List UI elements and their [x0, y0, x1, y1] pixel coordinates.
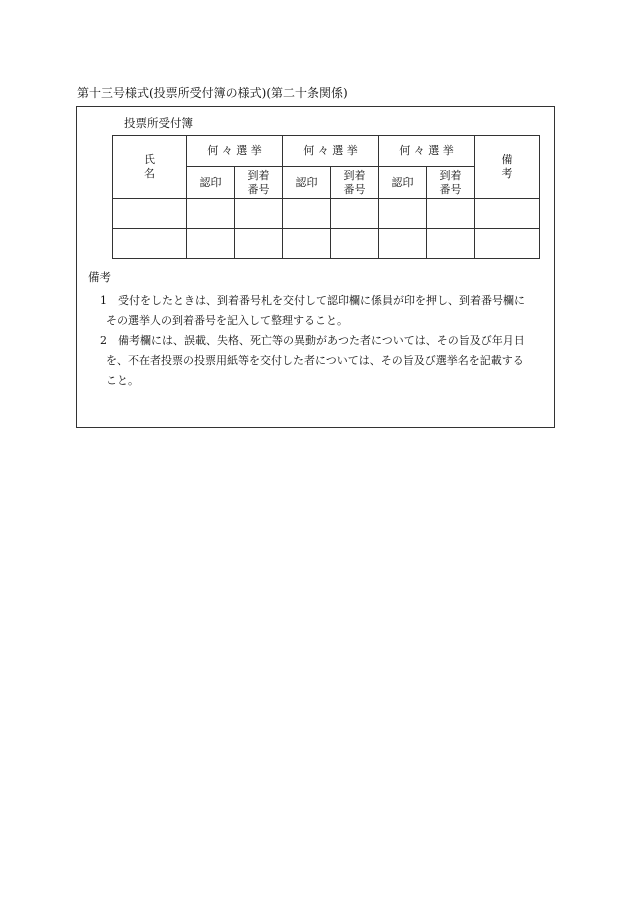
arrival-header-line1: 到着 [439, 168, 462, 182]
notes-heading: 備考 [88, 270, 111, 284]
name-cell [113, 229, 187, 259]
arrival-header-line2: 番号 [343, 182, 366, 196]
arrival-number-cell [427, 199, 475, 229]
seal-header: 認印 [283, 167, 331, 199]
arrival-number-cell [331, 199, 379, 229]
table-row [113, 199, 540, 229]
seal-cell [187, 229, 235, 259]
header-row-1 [113, 136, 540, 167]
name-header: 氏 名 [113, 136, 187, 199]
note-text: 受付をしたときは、到着番号札を交付して認印欄に係員が印を押し、到着番号欄に [118, 294, 525, 307]
seal-cell [379, 199, 427, 229]
arrival-number-cell [235, 199, 283, 229]
remarks-cell [475, 229, 540, 259]
note-2-line-1 [100, 332, 525, 348]
arrival-header-line2: 番号 [247, 182, 270, 196]
note-2-line-2: を、不在者投票の投票用紙等を交付した者については、その旨及び選挙名を記載する [106, 354, 524, 367]
arrival-number-cell [235, 229, 283, 259]
form-title: 第十三号様式(投票所受付簿の様式)(第二十条関係) [77, 86, 348, 100]
remarks-header: 備 考 [475, 136, 540, 199]
election-header-1: 何 々 選 挙 [187, 136, 283, 167]
note-number: 2 [100, 334, 107, 347]
election-header-3: 何 々 選 挙 [379, 136, 475, 167]
seal-header: 認印 [187, 167, 235, 199]
arrival-number-cell [331, 229, 379, 259]
remarks-cell [475, 199, 540, 229]
note-text: 備考欄には、誤載、失格、死亡等の異動があつた者については、その旨及び年月日 [118, 334, 525, 347]
table-row [113, 229, 540, 259]
election-header-2: 何 々 選 挙 [283, 136, 379, 167]
arrival-number-header [427, 167, 475, 199]
register-title: 投票所受付簿 [124, 116, 193, 130]
note-2-line-3: こと。 [106, 374, 139, 387]
arrival-number-header [331, 167, 379, 199]
arrival-header-line2: 番号 [439, 182, 462, 196]
arrival-header-line1: 到着 [343, 168, 366, 182]
name-cell [113, 199, 187, 229]
seal-cell [379, 229, 427, 259]
seal-cell [187, 199, 235, 229]
arrival-number-header [235, 167, 283, 199]
note-1-line-2: その選挙人の到着番号を記入して整理すること。 [106, 314, 348, 327]
note-1-line-1 [100, 292, 525, 308]
seal-cell [283, 199, 331, 229]
note-number: 1 [100, 294, 107, 307]
seal-header: 認印 [379, 167, 427, 199]
arrival-header-line1: 到着 [247, 168, 270, 182]
arrival-number-cell [427, 229, 475, 259]
seal-cell [283, 229, 331, 259]
reception-register-table [112, 135, 552, 259]
